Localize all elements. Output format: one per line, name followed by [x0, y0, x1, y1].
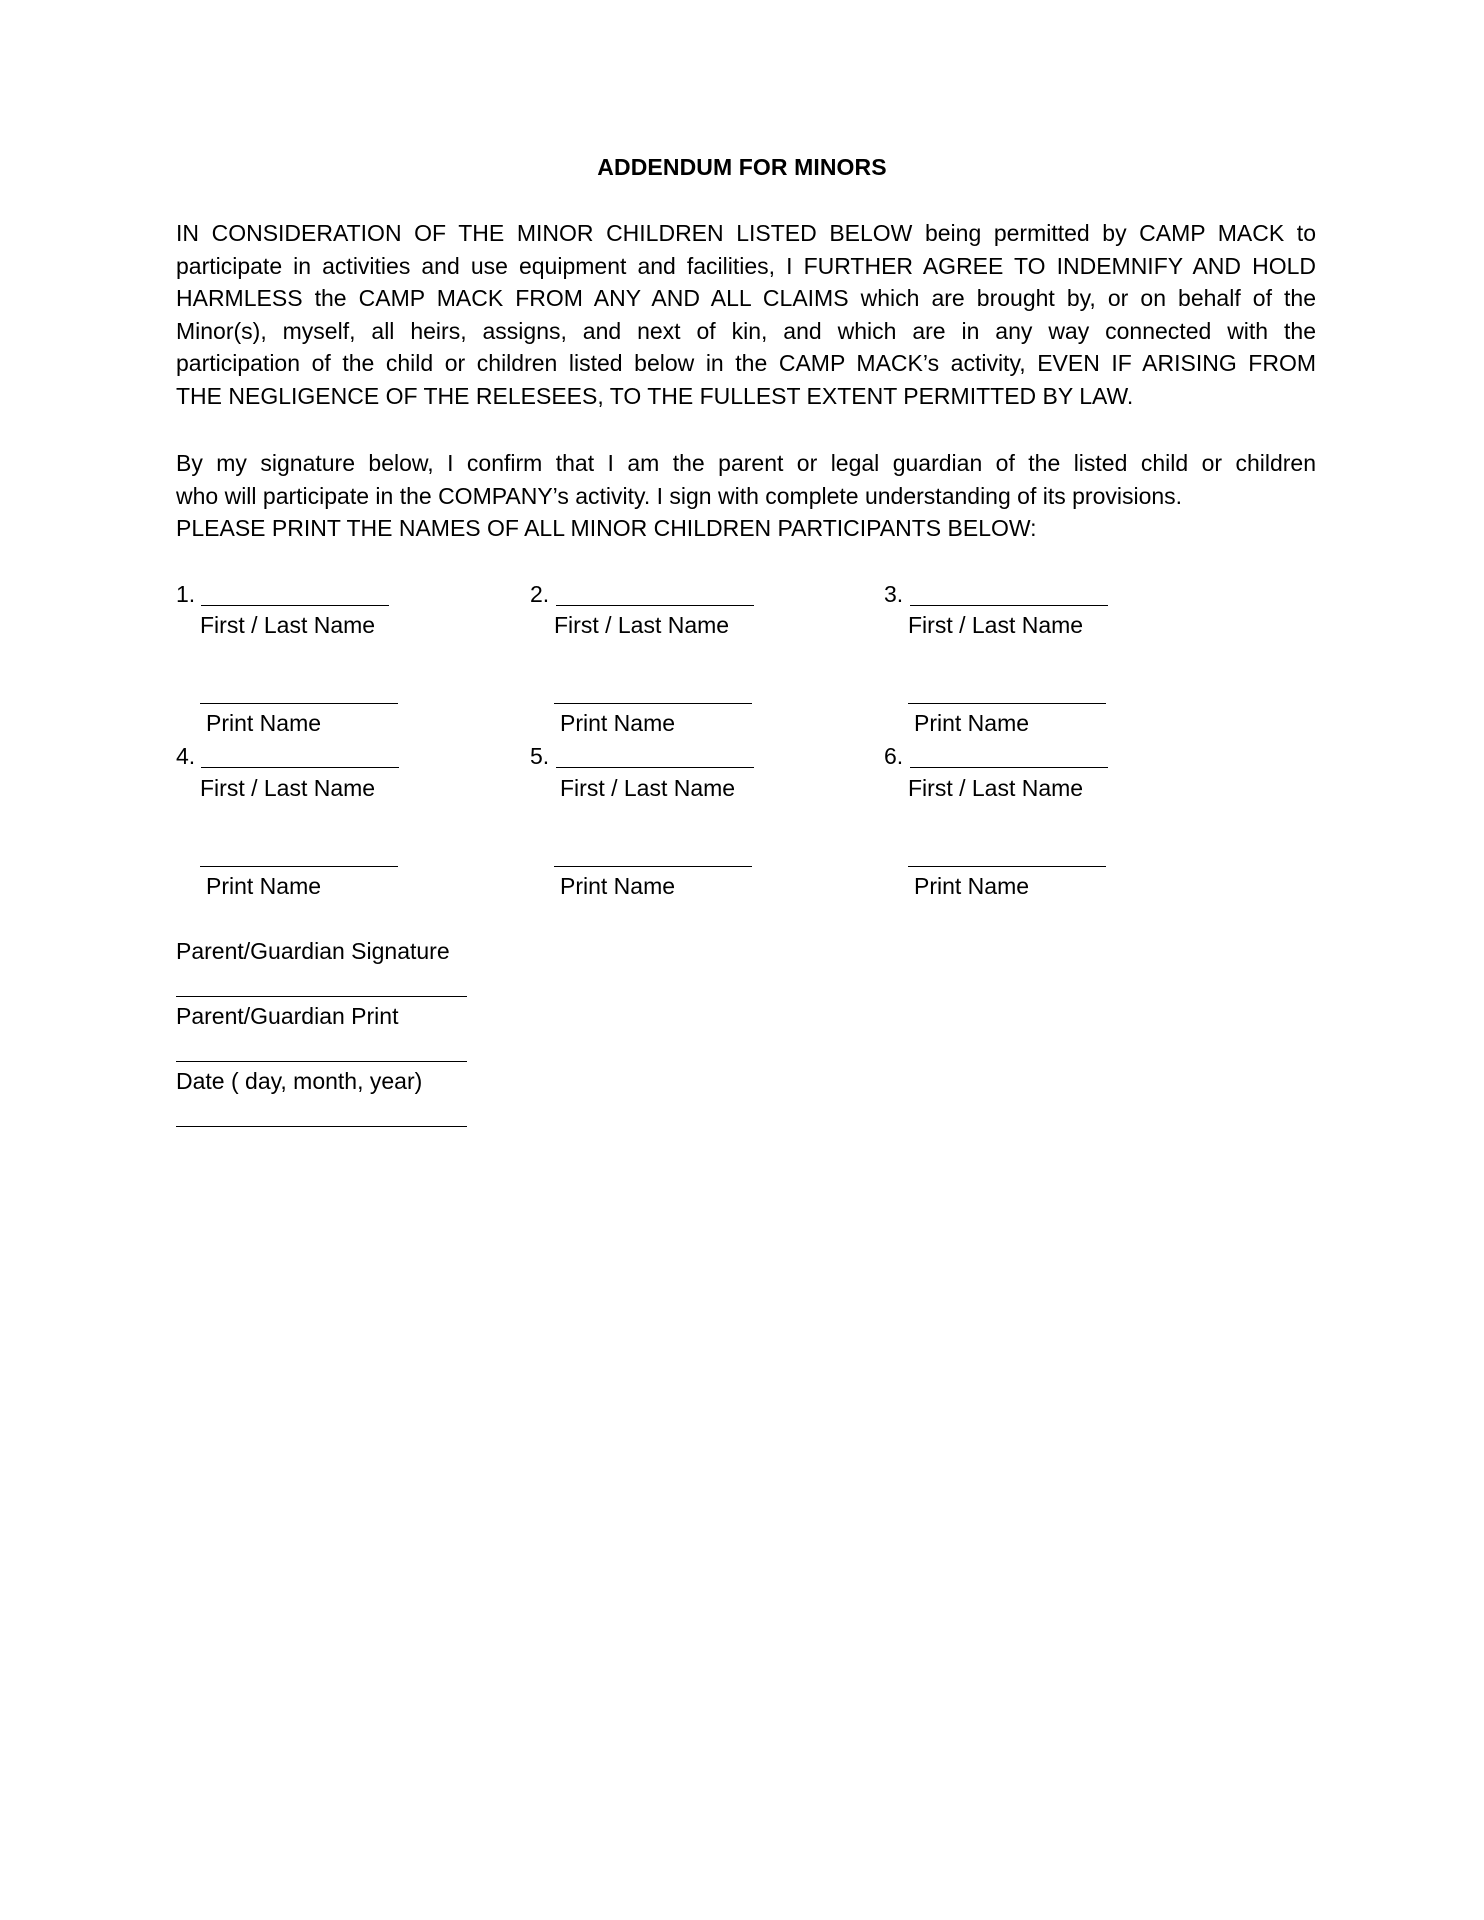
date-field[interactable] [176, 1126, 467, 1127]
paragraph-line: who will participate in the COMPANY’s activity. I sign with complete understanding of its provisions. [176, 482, 1183, 509]
guardian-signature-field[interactable] [176, 996, 467, 997]
participant-number: 6. [884, 743, 904, 769]
paragraph-line: participation of the child or children listed below in the CAMP MACK’s activity, EVEN IF ARISING FROM [176, 350, 1316, 377]
print-label: Print Name [206, 710, 322, 736]
participant-name-field[interactable] [201, 767, 399, 768]
paragraph-line: PLEASE PRINT THE NAMES OF ALL MINOR CHILDREN PARTICIPANTS BELOW: [176, 515, 1037, 542]
print-label: Print Name [914, 710, 1030, 736]
name-label: First / Last Name [554, 612, 730, 638]
print-name-field[interactable] [908, 866, 1106, 867]
participant-name-field[interactable] [556, 767, 754, 768]
participant-number: 5. [530, 743, 550, 769]
print-label: Print Name [206, 873, 322, 899]
print-name-field[interactable] [908, 703, 1106, 704]
name-label: First / Last Name [200, 775, 376, 801]
participant-name-field[interactable] [556, 605, 754, 606]
guardian-signature-label: Parent/Guardian Signature [176, 938, 450, 964]
confirmation-paragraph [176, 447, 1316, 545]
document-title: ADDENDUM FOR MINORS [597, 154, 887, 180]
paragraph-line: IN CONSIDERATION OF THE MINOR CHILDREN LISTED BELOW being permitted by CAMP MACK to [176, 220, 1316, 246]
participant-number: 3. [884, 581, 904, 607]
paragraph-line: participate in activities and use equipment and facilities, I FURTHER AGREE TO INDEMNIFY AND HOLD [176, 252, 1316, 279]
paragraph-line: THE NEGLIGENCE OF THE RELESEES, TO THE FULLEST EXTENT PERMITTED BY LAW. [176, 382, 1134, 409]
paragraph-line: HARMLESS the CAMP MACK FROM ANY AND ALL CLAIMS which are brought by, or on behalf of the [176, 285, 1316, 312]
participant-number: 2. [530, 581, 550, 607]
name-label: First / Last Name [908, 612, 1084, 638]
print-label: Print Name [560, 710, 676, 736]
participant-name-field[interactable] [910, 605, 1108, 606]
participant-number: 1. [176, 581, 196, 607]
print-label: Print Name [914, 873, 1030, 899]
name-label: First / Last Name [560, 775, 736, 801]
participant-name-field[interactable] [910, 767, 1108, 768]
paragraph-line: By my signature below, I confirm that I am the parent or legal guardian of the listed child or children [176, 450, 1316, 476]
guardian-print-label: Parent/Guardian Print [176, 1003, 399, 1029]
print-name-field[interactable] [554, 703, 752, 704]
indemnity-paragraph [176, 217, 1316, 413]
paragraph-line: Minor(s), myself, all heirs, assigns, and next of kin, and which are in any way connected with the [176, 317, 1316, 344]
guardian-print-field[interactable] [176, 1061, 467, 1062]
print-name-field[interactable] [200, 866, 398, 867]
name-label: First / Last Name [200, 612, 376, 638]
date-label: Date ( day, month, year) [176, 1068, 423, 1094]
participant-number: 4. [176, 743, 196, 769]
print-name-field[interactable] [554, 866, 752, 867]
participant-name-field[interactable] [201, 605, 389, 606]
print-name-field[interactable] [200, 703, 398, 704]
name-label: First / Last Name [908, 775, 1084, 801]
print-label: Print Name [560, 873, 676, 899]
